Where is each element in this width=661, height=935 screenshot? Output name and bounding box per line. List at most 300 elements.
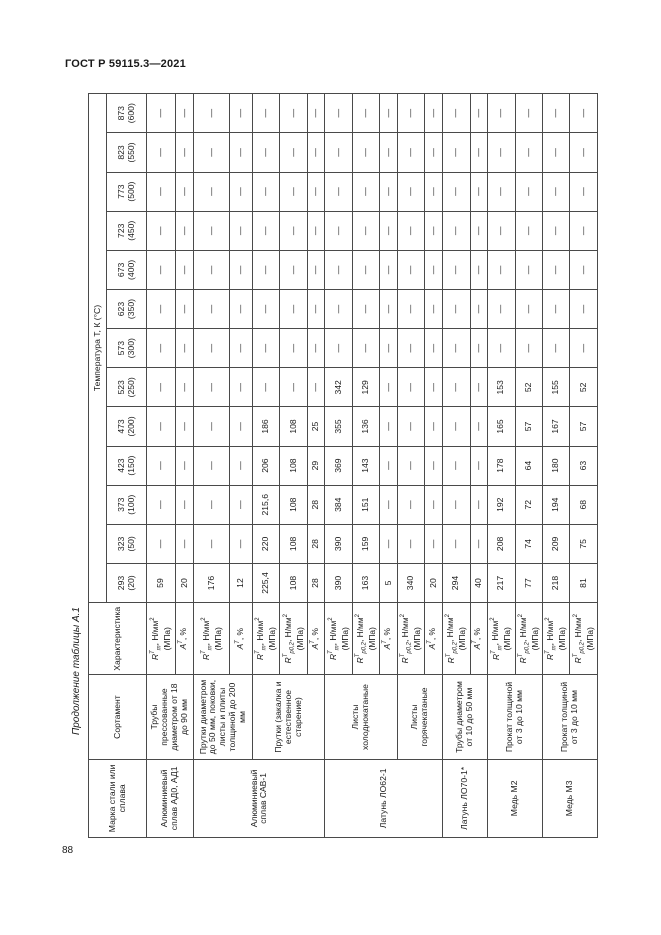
characteristic-symbol: R bbox=[355, 657, 366, 664]
value-cell: — bbox=[570, 250, 598, 289]
value-cell: — bbox=[470, 289, 488, 328]
value-cell: — bbox=[380, 485, 398, 524]
value-cell: — bbox=[194, 446, 230, 485]
table-row bbox=[443, 94, 470, 838]
value-cell: — bbox=[307, 211, 325, 250]
value-cell: 225,4 bbox=[252, 563, 279, 602]
characteristic-unit: , $Н/мм^2$ (МПа) bbox=[149, 617, 172, 651]
characteristic-superscript: T bbox=[178, 640, 185, 644]
grade-cell: Латунь ЛО70-1* bbox=[443, 759, 488, 837]
value-cell: — bbox=[425, 407, 443, 446]
value-cell: — bbox=[352, 133, 379, 172]
value-cell: — bbox=[194, 524, 230, 563]
value-cell: — bbox=[175, 407, 194, 446]
value-cell: — bbox=[380, 407, 398, 446]
temperature-celsius: (550) bbox=[125, 142, 136, 163]
value-cell: — bbox=[570, 211, 598, 250]
value-cell: — bbox=[543, 172, 570, 211]
temperature-header bbox=[107, 329, 147, 368]
assortment-cell: Прутки (закалка и естественное старение) bbox=[252, 675, 325, 759]
value-cell: — bbox=[230, 407, 253, 446]
value-cell: — bbox=[380, 524, 398, 563]
value-cell: — bbox=[515, 211, 542, 250]
characteristic-unit: , $Н/мм^2$ (МПа) bbox=[490, 617, 513, 651]
temperature-kelvin: 473 bbox=[115, 419, 126, 434]
temperature-celsius: (150) bbox=[125, 455, 136, 476]
value-cell: — bbox=[543, 289, 570, 328]
value-cell: 57 bbox=[570, 407, 598, 446]
value-cell: — bbox=[252, 94, 279, 133]
temperature-kelvin: 623 bbox=[115, 301, 126, 317]
value-cell: 194 bbox=[543, 485, 570, 524]
value-cell: — bbox=[175, 524, 194, 563]
value-cell: — bbox=[380, 329, 398, 368]
characteristic-symbol: A bbox=[178, 643, 189, 650]
value-cell: — bbox=[252, 329, 279, 368]
value-cell: 159 bbox=[352, 524, 379, 563]
value-cell: 108 bbox=[280, 446, 307, 485]
characteristic-unit: , % bbox=[427, 628, 438, 641]
characteristic-superscript: T bbox=[201, 650, 207, 654]
characteristic-symbol: R bbox=[490, 653, 501, 661]
value-cell: 136 bbox=[352, 407, 379, 446]
value-cell: 217 bbox=[488, 563, 515, 602]
characteristic-cell bbox=[515, 603, 542, 675]
value-cell: — bbox=[488, 133, 515, 172]
value-cell: 74 bbox=[515, 524, 542, 563]
characteristic-superscript: T bbox=[234, 640, 241, 644]
temperature-kelvin: 293 bbox=[115, 575, 126, 591]
value-cell: 75 bbox=[570, 524, 598, 563]
value-cell: — bbox=[380, 368, 398, 407]
value-cell: 340 bbox=[398, 563, 425, 602]
value-cell: — bbox=[230, 446, 253, 485]
characteristic-unit: , $Н/мм^2$ (МПа) bbox=[327, 617, 350, 651]
value-cell: — bbox=[307, 329, 325, 368]
characteristic-superscript: T bbox=[445, 653, 452, 658]
temperature-celsius: (50) bbox=[125, 536, 136, 552]
table-row bbox=[543, 94, 570, 838]
characteristic-cell bbox=[543, 603, 570, 675]
value-cell: — bbox=[425, 250, 443, 289]
characteristic-superscript: T bbox=[309, 640, 316, 644]
value-cell: — bbox=[325, 329, 352, 368]
characteristic-cell bbox=[380, 603, 398, 675]
characteristic-symbol: R bbox=[517, 657, 528, 664]
value-cell: — bbox=[380, 94, 398, 133]
value-cell: — bbox=[488, 289, 515, 328]
value-cell: — bbox=[425, 485, 443, 524]
temperature-celsius: (20) bbox=[125, 575, 136, 591]
characteristic-superscript: T bbox=[545, 650, 552, 654]
value-cell: — bbox=[147, 446, 176, 485]
value-cell: — bbox=[325, 211, 352, 250]
characteristic-cell bbox=[570, 603, 598, 675]
value-cell: — bbox=[470, 250, 488, 289]
value-cell: — bbox=[252, 211, 279, 250]
table-caption: Продолжение таблицы А.1 bbox=[71, 607, 82, 735]
value-cell: — bbox=[230, 368, 253, 407]
characteristic-superscript: T bbox=[472, 640, 479, 644]
value-cell: — bbox=[515, 289, 542, 328]
value-cell: 68 bbox=[570, 485, 598, 524]
value-cell: — bbox=[425, 446, 443, 485]
value-cell: 355 bbox=[325, 407, 352, 446]
value-cell: — bbox=[147, 172, 176, 211]
value-cell: 384 bbox=[325, 485, 352, 524]
value-cell: 81 bbox=[570, 563, 598, 602]
value-cell: 25 bbox=[307, 407, 325, 446]
value-cell: — bbox=[570, 94, 598, 133]
value-cell: — bbox=[425, 211, 443, 250]
value-cell: — bbox=[175, 250, 194, 289]
value-cell: — bbox=[488, 211, 515, 250]
value-cell: — bbox=[443, 172, 470, 211]
value-cell: 176 bbox=[194, 563, 230, 602]
value-cell: — bbox=[194, 172, 230, 211]
characteristic-unit: , $Н/мм^2$ (МПа) bbox=[200, 617, 223, 651]
value-cell: 155 bbox=[543, 368, 570, 407]
value-cell: — bbox=[470, 368, 488, 407]
temperature-celsius: (400) bbox=[125, 259, 136, 280]
value-cell: — bbox=[425, 133, 443, 172]
value-cell: 153 bbox=[488, 368, 515, 407]
table-row bbox=[194, 94, 230, 838]
value-cell: 178 bbox=[488, 446, 515, 485]
characteristic-unit: , % bbox=[309, 628, 320, 641]
characteristic-symbol: R bbox=[255, 653, 266, 661]
temperature-kelvin: 323 bbox=[115, 536, 126, 552]
assortment-cell: Прутки диаметром до 50 мм, поковки, листы и плиты толщиной до 200 мм bbox=[194, 675, 253, 759]
characteristic-unit: , $Н/мм^2$ (МПа) bbox=[517, 614, 540, 651]
value-cell: — bbox=[325, 172, 352, 211]
value-cell: — bbox=[398, 250, 425, 289]
value-cell: — bbox=[325, 133, 352, 172]
value-cell: 28 bbox=[307, 524, 325, 563]
value-cell: 192 bbox=[488, 485, 515, 524]
assortment-cell: Листы холоднокатаные bbox=[325, 675, 398, 759]
table-body bbox=[147, 94, 598, 838]
value-cell: — bbox=[230, 485, 253, 524]
value-cell: — bbox=[398, 485, 425, 524]
value-cell: — bbox=[194, 250, 230, 289]
value-cell: — bbox=[352, 172, 379, 211]
value-cell: 218 bbox=[543, 563, 570, 602]
characteristic-cell bbox=[147, 603, 176, 675]
value-cell: — bbox=[443, 329, 470, 368]
temperature-kelvin: 523 bbox=[115, 380, 126, 395]
characteristic-superscript: T bbox=[518, 653, 525, 658]
grade-cell: Алюминиевый сплав АД0, АД1 bbox=[147, 759, 194, 837]
temperature-kelvin: 723 bbox=[115, 223, 126, 238]
table-row bbox=[252, 94, 279, 838]
characteristic-symbol: R bbox=[282, 657, 293, 664]
value-cell: — bbox=[147, 485, 176, 524]
value-cell: — bbox=[515, 94, 542, 133]
grade-cell: Медь М2 bbox=[488, 759, 543, 837]
characteristic-subscript: p0,2 bbox=[524, 641, 531, 654]
characteristic-unit: , $Н/мм^2$ (МПа) bbox=[400, 614, 423, 651]
value-cell: — bbox=[352, 211, 379, 250]
characteristic-superscript: T bbox=[400, 653, 407, 658]
value-cell: — bbox=[470, 211, 488, 250]
value-cell: — bbox=[307, 94, 325, 133]
characteristic-symbol: R bbox=[572, 657, 583, 664]
temperature-celsius: (450) bbox=[125, 220, 136, 241]
assortment-cell: Прокат толщиной от 3 до 10 мм bbox=[543, 675, 598, 759]
header-temperature: Температура T, К (°С) bbox=[89, 94, 107, 603]
characteristic-unit: , $Н/мм^2$ (МПа) bbox=[545, 617, 568, 651]
characteristic-cell bbox=[280, 603, 307, 675]
value-cell: — bbox=[194, 329, 230, 368]
value-cell: 208 bbox=[488, 524, 515, 563]
value-cell: 5 bbox=[380, 563, 398, 602]
value-cell: — bbox=[352, 250, 379, 289]
value-cell: — bbox=[398, 211, 425, 250]
value-cell: — bbox=[147, 368, 176, 407]
value-cell: — bbox=[543, 329, 570, 368]
value-cell: — bbox=[230, 524, 253, 563]
value-cell: — bbox=[425, 524, 443, 563]
value-cell: 108 bbox=[280, 485, 307, 524]
value-cell: — bbox=[443, 524, 470, 563]
value-cell: — bbox=[470, 485, 488, 524]
value-cell: — bbox=[230, 211, 253, 250]
table-container bbox=[88, 93, 598, 838]
characteristic-symbol: A bbox=[234, 643, 245, 650]
value-cell: 206 bbox=[252, 446, 279, 485]
value-cell: 40 bbox=[470, 563, 488, 602]
value-cell: 72 bbox=[515, 485, 542, 524]
value-cell: 186 bbox=[252, 407, 279, 446]
temperature-celsius: (350) bbox=[125, 299, 136, 320]
value-cell: — bbox=[543, 211, 570, 250]
characteristic-subscript: p0,2 bbox=[579, 641, 586, 654]
value-cell: — bbox=[398, 446, 425, 485]
characteristic-superscript: T bbox=[282, 653, 289, 658]
value-cell: — bbox=[147, 250, 176, 289]
characteristic-subscript: p0,2 bbox=[451, 641, 458, 654]
characteristic-superscript: T bbox=[255, 650, 262, 654]
temperature-header bbox=[107, 446, 147, 485]
characteristic-cell bbox=[352, 603, 379, 675]
value-cell: 52 bbox=[515, 368, 542, 407]
assortment-cell: Листы горячекатаные bbox=[398, 675, 443, 759]
value-cell: — bbox=[570, 133, 598, 172]
value-cell: — bbox=[443, 368, 470, 407]
value-cell: — bbox=[425, 94, 443, 133]
value-cell: — bbox=[425, 172, 443, 211]
value-cell: — bbox=[380, 172, 398, 211]
characteristic-cell bbox=[307, 603, 325, 675]
assortment-cell: Трубы диаметром от 10 до 50 мм bbox=[443, 675, 488, 759]
value-cell: — bbox=[570, 289, 598, 328]
temperature-header bbox=[107, 211, 147, 250]
value-cell: 220 bbox=[252, 524, 279, 563]
value-cell: — bbox=[280, 250, 307, 289]
temperature-header bbox=[107, 250, 147, 289]
value-cell: — bbox=[280, 289, 307, 328]
temperature-header bbox=[107, 289, 147, 328]
assortment-cell: Трубы прессованные диаметром от 18 до 90 мм bbox=[147, 675, 194, 759]
value-cell: 28 bbox=[307, 485, 325, 524]
characteristic-subscript: m bbox=[261, 645, 268, 651]
characteristic-cell bbox=[443, 603, 470, 675]
value-cell: — bbox=[488, 250, 515, 289]
value-cell: — bbox=[175, 94, 194, 133]
value-cell: — bbox=[570, 172, 598, 211]
value-cell: — bbox=[470, 524, 488, 563]
value-cell: — bbox=[194, 368, 230, 407]
value-cell: — bbox=[470, 94, 488, 133]
characteristic-cell bbox=[325, 603, 352, 675]
value-cell: — bbox=[280, 133, 307, 172]
value-cell: — bbox=[398, 368, 425, 407]
value-cell: 165 bbox=[488, 407, 515, 446]
value-cell: 28 bbox=[307, 563, 325, 602]
value-cell: — bbox=[470, 172, 488, 211]
value-cell: — bbox=[488, 172, 515, 211]
characteristic-unit: , $Н/мм^2$ (МПа) bbox=[282, 614, 305, 651]
value-cell: 180 bbox=[543, 446, 570, 485]
value-cell: — bbox=[280, 329, 307, 368]
characteristic-symbol: A bbox=[309, 643, 320, 650]
characteristic-subscript: p0,2 bbox=[406, 641, 413, 654]
value-cell: — bbox=[443, 250, 470, 289]
value-cell: — bbox=[280, 94, 307, 133]
value-cell: — bbox=[147, 133, 176, 172]
table-row bbox=[398, 94, 425, 838]
value-cell: — bbox=[175, 211, 194, 250]
value-cell: — bbox=[307, 133, 325, 172]
value-cell: — bbox=[325, 250, 352, 289]
value-cell: 163 bbox=[352, 563, 379, 602]
temperature-celsius: (200) bbox=[125, 416, 136, 437]
value-cell: 369 bbox=[325, 446, 352, 485]
value-cell: 108 bbox=[280, 563, 307, 602]
value-cell: — bbox=[147, 289, 176, 328]
header-assortment: Сортамент bbox=[89, 675, 147, 759]
value-cell: 108 bbox=[280, 524, 307, 563]
value-cell: — bbox=[425, 329, 443, 368]
value-cell: — bbox=[515, 172, 542, 211]
value-cell: — bbox=[307, 172, 325, 211]
value-cell: — bbox=[307, 368, 325, 407]
value-cell: 143 bbox=[352, 446, 379, 485]
value-cell: — bbox=[252, 133, 279, 172]
value-cell: 209 bbox=[543, 524, 570, 563]
characteristic-superscript: T bbox=[355, 653, 362, 658]
temperature-header bbox=[107, 407, 147, 446]
value-cell: 294 bbox=[443, 563, 470, 602]
temperature-header bbox=[107, 485, 147, 524]
value-cell: — bbox=[398, 94, 425, 133]
characteristic-symbol: A bbox=[427, 643, 438, 650]
characteristic-superscript: T bbox=[382, 640, 389, 644]
value-cell: — bbox=[380, 211, 398, 250]
table-row bbox=[488, 94, 515, 838]
value-cell: — bbox=[425, 289, 443, 328]
characteristic-superscript: T bbox=[327, 650, 334, 654]
value-cell: — bbox=[230, 133, 253, 172]
characteristic-subscript: p0,2 bbox=[361, 641, 368, 654]
characteristic-unit: , % bbox=[234, 628, 245, 641]
value-cell: — bbox=[147, 94, 176, 133]
value-cell: — bbox=[443, 94, 470, 133]
value-cell: — bbox=[398, 289, 425, 328]
value-cell: — bbox=[352, 329, 379, 368]
header-grade: Марка стали или сплава bbox=[89, 759, 147, 837]
value-cell: — bbox=[470, 407, 488, 446]
value-cell: — bbox=[252, 172, 279, 211]
characteristic-symbol: R bbox=[400, 657, 411, 664]
properties-table bbox=[88, 93, 598, 838]
value-cell: 108 bbox=[280, 407, 307, 446]
characteristic-subscript: m bbox=[156, 645, 163, 651]
assortment-cell: Прокат толщиной от 3 до 10 мм bbox=[488, 675, 543, 759]
document-title: ГОСТ Р 59115.3—2021 bbox=[65, 58, 186, 70]
characteristic-unit: , % bbox=[178, 628, 189, 641]
characteristic-symbol: R bbox=[545, 653, 556, 661]
value-cell: — bbox=[307, 250, 325, 289]
value-cell: 390 bbox=[325, 524, 352, 563]
temperature-celsius: (600) bbox=[125, 103, 136, 124]
temperature-kelvin: 673 bbox=[115, 262, 126, 278]
temperature-kelvin: 373 bbox=[115, 497, 126, 512]
table-row bbox=[147, 94, 176, 838]
characteristic-cell bbox=[175, 603, 194, 675]
value-cell: — bbox=[194, 94, 230, 133]
characteristic-subscript: p0,2 bbox=[289, 641, 296, 654]
value-cell: — bbox=[425, 368, 443, 407]
value-cell: — bbox=[443, 133, 470, 172]
value-cell: — bbox=[352, 94, 379, 133]
temperature-kelvin: 873 bbox=[115, 106, 126, 121]
value-cell: 59 bbox=[147, 563, 176, 602]
value-cell: — bbox=[443, 446, 470, 485]
value-cell: — bbox=[175, 485, 194, 524]
value-cell: — bbox=[515, 250, 542, 289]
value-cell: 129 bbox=[352, 368, 379, 407]
temperature-header bbox=[107, 563, 147, 602]
temperature-kelvin: 773 bbox=[115, 184, 126, 199]
value-cell: — bbox=[443, 289, 470, 328]
value-cell: 77 bbox=[515, 563, 542, 602]
value-cell: — bbox=[543, 250, 570, 289]
characteristic-symbol: A bbox=[382, 643, 393, 650]
characteristic-subscript: m bbox=[334, 645, 341, 651]
value-cell: — bbox=[488, 94, 515, 133]
value-cell: — bbox=[194, 211, 230, 250]
value-cell: — bbox=[398, 524, 425, 563]
temperature-kelvin: 573 bbox=[115, 341, 126, 356]
value-cell: 20 bbox=[175, 563, 194, 602]
grade-cell: Медь М3 bbox=[543, 759, 598, 837]
value-cell: — bbox=[380, 250, 398, 289]
value-cell: — bbox=[543, 133, 570, 172]
characteristic-cell bbox=[252, 603, 279, 675]
value-cell: — bbox=[470, 133, 488, 172]
value-cell: — bbox=[194, 485, 230, 524]
temperature-kelvin: 823 bbox=[115, 145, 126, 160]
temperature-header bbox=[107, 94, 147, 133]
value-cell: — bbox=[380, 133, 398, 172]
characteristic-cell bbox=[488, 603, 515, 675]
characteristic-subscript: m bbox=[551, 645, 558, 651]
value-cell: — bbox=[230, 289, 253, 328]
value-cell: 151 bbox=[352, 485, 379, 524]
value-cell: — bbox=[570, 329, 598, 368]
